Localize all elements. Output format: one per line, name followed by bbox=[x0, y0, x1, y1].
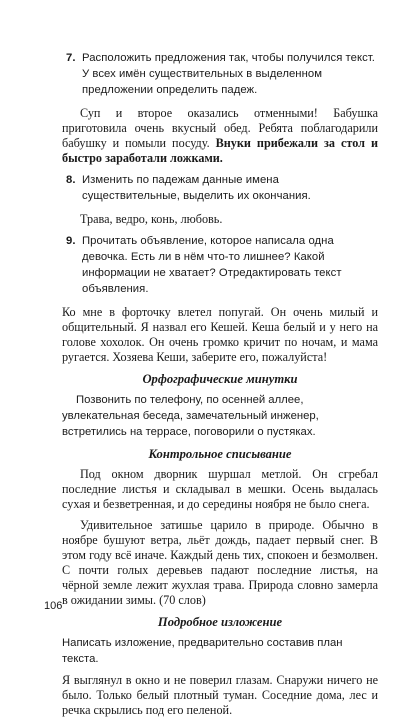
soup-text: Суп и второе оказались отменными! Бабушка приготовила очень вкусный обед. Ребята поблагодарили бабушку и помыли посуду. bbox=[62, 106, 378, 150]
spelling-phrases: Позвонить по телефону, по осенней аллее, увлекательная беседа, замечательный инженер, встретились на террасе, поговорили о пустяках. bbox=[62, 394, 319, 438]
retelling-task: Написать изложение, предварительно составив план текста. bbox=[62, 637, 343, 665]
exercise-text: Прочитать объявление, которое написала одна девочка. Есть ли в нём что-то лишнее? Какой информации не хватает? Отредактировать текст объявления. bbox=[82, 235, 342, 295]
exercise-7 bbox=[62, 50, 378, 98]
highlighted-sentence: Внуки прибежали за стол и быстро заработали ложками. bbox=[62, 136, 378, 165]
section-heading-copying: Контрольное списывание bbox=[148, 447, 292, 461]
exercise-9 bbox=[62, 233, 378, 297]
parrot-announcement: Ко мне в форточку влетел попугай. Он очень милый и общительный. Я назвал его Кешей. Кеша белый и у него на голове хохолок. Он очень громко кричит по ночам, и мама ругается. Хозяева Кеши, заберите его, пожалуйста! bbox=[62, 305, 378, 364]
copying-paragraph-1: Под окном дворник шуршал метлой. Он сгребал последние листья и складывал в мешки. Осень выдалась сухая и безветренная, и до середины ноября не было снега. bbox=[62, 467, 378, 511]
exercise-number: 9. bbox=[66, 235, 76, 247]
soup-paragraph bbox=[62, 106, 378, 166]
retelling-text: Я выглянул в окно и не поверил глазам. Снаружи ничего не было. Только белый плотный туман. Соседние дома, лес и речка скрылись под его пеленой. bbox=[62, 673, 378, 717]
section-heading-spelling: Орфографические минутки bbox=[142, 372, 298, 386]
copying-paragraph-2: Удивительное затишье царило в природе. Обычно в ноябре бушуют ветра, льёт дождь, падает первый снег. В этом году всё иначе. Каждый день тих, спокоен и безмолвен. С почти голых деревьев падают последние листья, на чёрной земле лежит жухлая трава. Природа словно замерла в ожидании зимы. (70 слов) bbox=[62, 518, 378, 607]
exercise-number: 8. bbox=[66, 174, 76, 186]
exercise-text: Изменить по падежам данные имена существительные, выделить их окончания. bbox=[82, 174, 311, 202]
page-number: 106 bbox=[44, 600, 63, 612]
exercise-number: 7. bbox=[66, 52, 76, 64]
word-list: Трава, ведро, конь, любовь. bbox=[80, 212, 223, 226]
page-content bbox=[62, 44, 378, 724]
exercise-8 bbox=[62, 172, 378, 204]
section-heading-retelling: Подробное изложение bbox=[157, 615, 283, 629]
exercise-text: Расположить предложения так, чтобы получился текст. У всех имён существительных в выделенном предложении определить падеж. bbox=[82, 52, 375, 96]
